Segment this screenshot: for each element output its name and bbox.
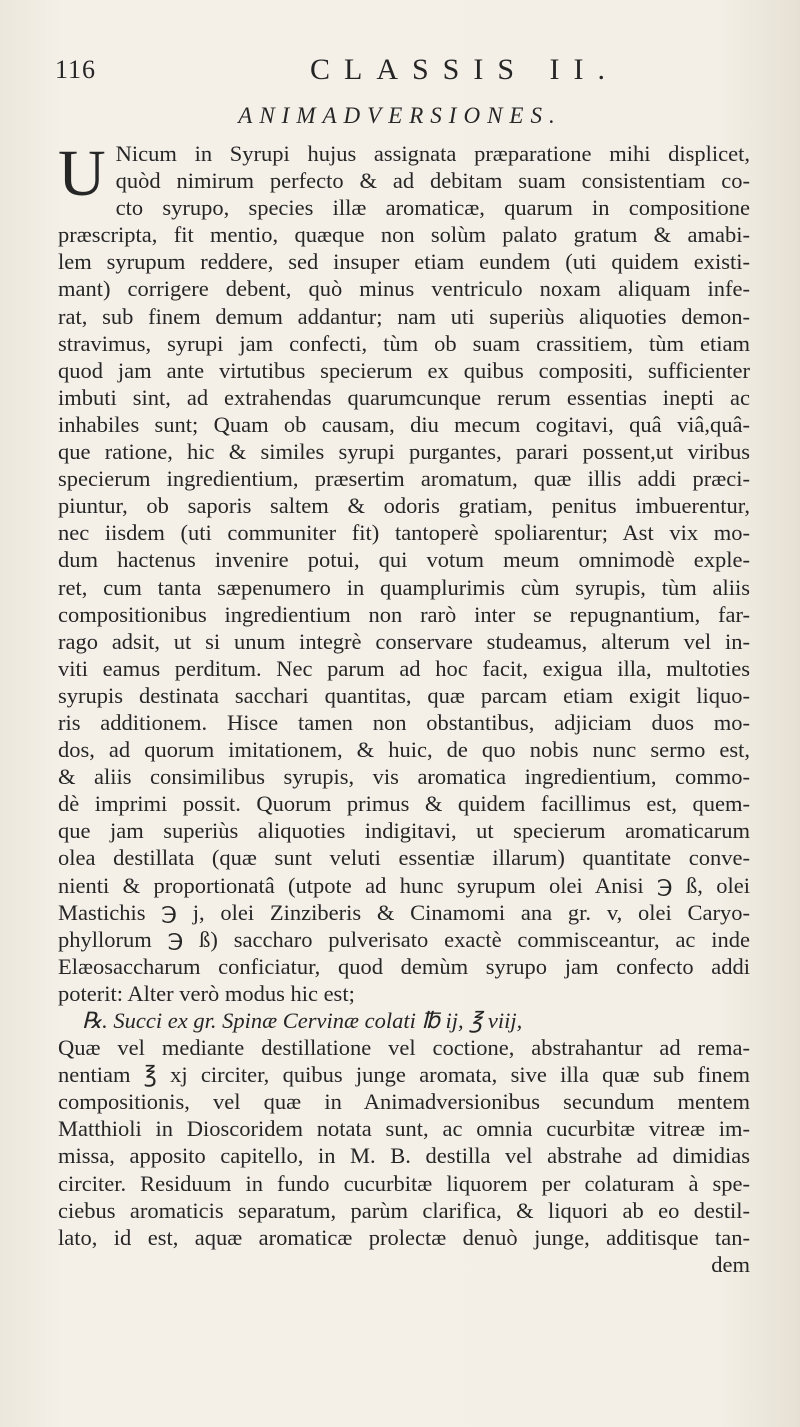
text-line: poterit: Alter verò modus hic est; [58,980,355,1006]
text-line: nienti & proportionatâ (utpote ad hunc syrupum olei Anisi ℈ ß, olei [58,872,750,898]
text-line: ris additionem. Hisce tamen non obstantibus, adjiciam duos mo- [58,709,750,735]
text-line: Elæosaccharum conficiatur, quod demùm syrupo jam confecto addi [58,953,750,979]
text-line: & aliis consimilibus syrupis, vis aromatica ingredientium, commo- [58,764,750,790]
text-line: piuntur, ob saporis saltem & odoris gratiam, penitus imbuerentur, [58,493,750,519]
text-line: Mastichis ℈ j, olei Zinziberis & Cinamomi ana gr. v, olei Caryo- [58,899,750,925]
text-line: quòd nimirum perfecto & ad debitam suam consistentiam co- [115,168,750,194]
recipe-line: ℞. Succi ex gr. Spinæ Cervinæ colati ℔ ij, ℥ viij, [82,1008,523,1033]
text-line: specierum ingredientium, præsertim aromatum, quæ illis addi præci- [58,466,750,492]
text-line: compositionis, vel quæ in Animadversionibus secundum mentem [58,1089,750,1115]
text-line: dè imprimi possit. Quorum primus & quidem facillimus est, quem- [58,791,750,817]
text-line: que jam superiùs aliquoties indigitavi, ut specierum aromaticarum [58,818,750,844]
text-line: viti eamus perditum. Nec parum ad hoc facit, exigua illa, multoties [58,655,750,681]
text-line: compositionibus ingredientium non rarò inter se repugnantium, far- [58,601,750,627]
text-line: lem syrupum reddere, sed insuper etiam eundem (uti quidem existi- [58,249,750,275]
text-line: ciebus aromaticis separatum, parùm clarifica, & liquori ab eo destil- [58,1197,750,1223]
text-line: præscripta, fit mentio, quæque non solùm palato gratum & amabi- [58,222,750,248]
text-line: dum hactenus invenire potui, qui votum meum omnimodè exple- [58,547,750,573]
text-line: rago adsit, ut si unum integrè conservare studeamus, alterum vel in- [58,628,750,654]
text-line: imbuti sint, ad extrahendas quarumcunque rerum essentias inepti ac [58,384,750,410]
text-line: ret, cum tanta sæpenumero in quamplurimis cùm syrupis, tùm aliis [58,574,750,600]
text-line: olea destillata (quæ sunt veluti essentiæ illarum) quantitate conve- [58,845,750,871]
text-line: Quæ vel mediante destillatione vel coctione, abstrahantur ad rema- [58,1035,750,1061]
text-line: phyllorum ℈ ß) saccharo pulverisato exactè commisceantur, ac inde [58,926,750,952]
text-line: nentiam ℥ xj circiter, quibus junge aromata, sive illa quæ sub finem [58,1062,750,1088]
text-line: inhabiles sunt; Quam ob causam, diu mecum cogitavi, quâ viâ,quâ- [58,411,750,437]
running-head: CLASSIS II. [310,53,620,86]
text-line: circiter. Residuum in fundo cucurbitæ liquorem per colaturam à spe- [58,1170,750,1196]
text-line: lato, id est, aquæ aromaticæ prolectæ denuò junge, additisque tan- [58,1224,750,1250]
section-title: ANIMADVERSIONES. [238,103,562,128]
text-line: Nicum in Syrupi hujus assignata præparatione mihi displicet, [115,141,750,166]
text-line: que ratione, hic & similes syrupi purgantes, parari possent,ut viribus [58,439,750,465]
text-line: mant) corrigere debent, quò minus ventriculo noxam aliquam infe- [58,276,750,302]
text-line: missa, apposito capitello, in M. B. destilla vel abstrahe ad dimidias [58,1143,750,1169]
text-line: Matthioli in Dioscoridem notata sunt, ac omnia cucurbitæ vitreæ im- [58,1116,750,1142]
body-text [58,137,750,1278]
text-line: quod jam ante virtutibus specierum ex quibus compositi, sufficienter [58,357,750,383]
text-line: cto syrupo, species illæ aromaticæ, quarum in compositione [115,195,750,221]
text-line: dos, ad quorum imitationem, & huic, de quo nobis nunc sermo est, [58,737,750,763]
text-line: nec iisdem (uti communiter fit) tantoperè spoliarentur; Ast vix mo- [58,520,750,546]
text-line: syrupis destinata sacchari quantitas, quæ parcam etiam exigit liquo- [58,682,750,708]
drop-cap: U [58,137,106,210]
page-number: 116 [55,55,97,84]
catchword: dem [711,1251,750,1277]
page-header [55,55,755,95]
text-line: rat, sub finem demum addantur; nam uti superiùs aliquoties demon- [58,303,750,329]
text-line: stravimus, syrupi jam confecti, tùm ob suam crassitiem, tùm etiam [58,330,750,356]
